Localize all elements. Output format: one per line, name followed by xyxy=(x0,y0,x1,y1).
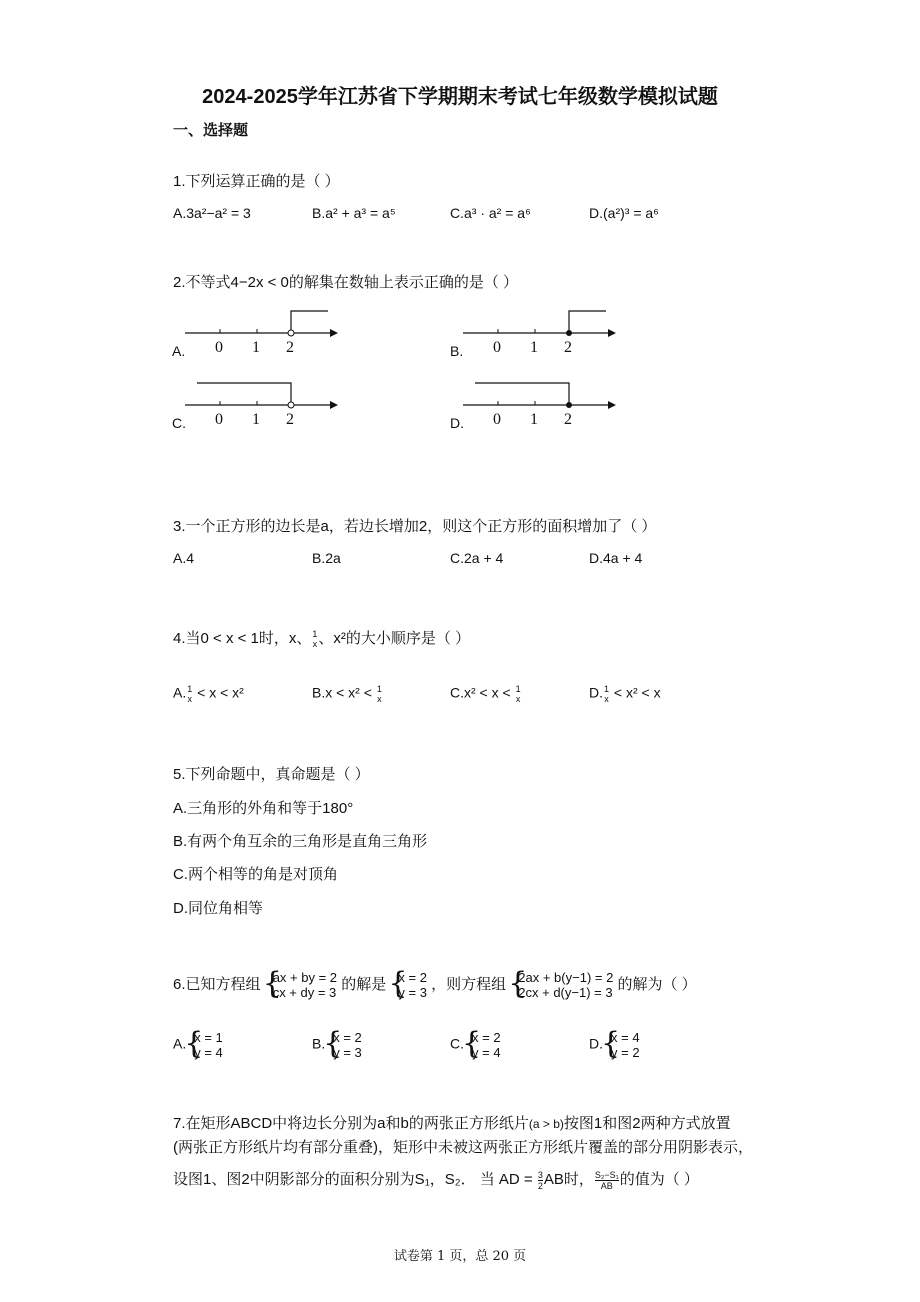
number-line-d xyxy=(450,383,616,431)
question-3-stem: 3.一个正方形的边长是a，若边长增加2，则这个正方形的面积增加了（ ） xyxy=(173,518,657,535)
page-title: 2024-2025学年江苏省下学期期末考试七年级数学模拟试题 xyxy=(202,86,718,108)
question-1-stem: 1.下列运算正确的是（ ） xyxy=(173,173,340,190)
tick-0: 0 xyxy=(493,339,501,356)
tick-1: 1 xyxy=(530,339,538,356)
tick-0: 0 xyxy=(215,339,223,356)
tick-1: 1 xyxy=(530,411,538,428)
q4-option-b: B.x < x² < 1 x xyxy=(312,684,382,704)
tick-2: 2 xyxy=(286,411,294,428)
q5-option-a: A.三角形的外角和等于180° xyxy=(173,800,354,817)
tick-0: 0 xyxy=(493,411,501,428)
question-7-line-1: 7.在矩形ABCD中将边长分别为a和b的两张正方形纸片(a > b)按图1和图2两种方式放置 xyxy=(173,1115,731,1132)
q4-option-d: D. 1 x < x² < x xyxy=(589,684,661,704)
q5-option-b: B.有两个角互余的三角形是直角三角形 xyxy=(173,833,428,850)
q1-option-c: C.a³ · a² = a⁶ xyxy=(450,205,531,221)
q2-label-d: D. xyxy=(450,415,464,431)
q6-option-c: C. { x = 2 y = 4 xyxy=(450,1030,501,1060)
q3-option-c: C.2a + 4 xyxy=(450,550,504,566)
q1-option-b: B.a² + a³ = a⁵ xyxy=(312,205,396,221)
tick-0: 0 xyxy=(215,411,223,428)
q3-option-a: A.4 xyxy=(173,550,195,566)
question-5-stem: 5.下列命题中，真命题是（ ） xyxy=(173,766,370,783)
section-heading: 一、选择题 xyxy=(173,122,249,139)
q3-option-d: D.4a + 4 xyxy=(589,550,643,566)
solid-point xyxy=(566,330,572,336)
tick-2: 2 xyxy=(286,339,294,356)
open-point xyxy=(288,402,294,408)
tick-1: 1 xyxy=(252,411,260,428)
question-7-line-2: (两张正方形纸片均有部分重叠)，矩形中未被这两张正方形纸片覆盖的部分用阴影表示， xyxy=(173,1139,753,1156)
tick-2: 2 xyxy=(564,411,572,428)
number-line-b xyxy=(450,311,616,359)
q4-option-a: A. 1 x < x < x² xyxy=(173,684,244,704)
q4-option-c: C.x² < x < 1 x xyxy=(450,684,521,704)
tick-1: 1 xyxy=(252,339,260,356)
page-footer: 试卷第 1 页，总 20 页 xyxy=(393,1249,527,1264)
open-point xyxy=(288,330,294,336)
fraction-1-over-x: 1 x xyxy=(312,629,318,650)
q5-option-c: C.两个相等的角是对顶角 xyxy=(173,866,339,883)
number-line-a xyxy=(172,311,338,359)
number-line-c xyxy=(172,383,338,431)
q1-option-a: A.3a²−a² = 3 xyxy=(173,205,251,221)
system-1: { ax + by = 2 cx + dy = 3 xyxy=(265,970,337,1000)
solution-1: { x = 2 y = 3 xyxy=(390,970,427,1000)
q2-label-c: C. xyxy=(172,415,186,431)
question-4-stem: 4.当0 < x < 1时，x、 1 x 、x²的大小顺序是（ ） xyxy=(173,629,471,650)
number-line-figures xyxy=(170,300,640,440)
q1-option-d: D.(a²)³ = a⁶ xyxy=(589,205,659,221)
q6-option-b: B. { x = 2 y = 3 xyxy=(312,1030,362,1060)
tick-2: 2 xyxy=(564,339,572,356)
question-6-stem: 6.已知方程组 { ax + by = 2 cx + dy = 3 的解是 { x = 2 y = 3 ，则方程组 { 2ax + b(y−1) = 2 2cx + d(y−1) = 3 的解为（ ） xyxy=(173,970,697,1000)
q2-label-b: B. xyxy=(450,343,464,359)
question-7-line-3: 设图1、图2中阴影部分的面积分别为S₁，S₂． 当 AD = $\frac{3}{2}$ AB时， $\frac{\text{S₂−S₁}}{AB}$ 的值为（ ） xyxy=(173,1169,699,1191)
system-2: { 2ax + b(y−1) = 2 2cx + d(y−1) = 3 xyxy=(510,970,613,1000)
question-2-stem: 2.不等式4−2x < 0的解集在数轴上表示正确的是（ ） xyxy=(173,274,519,291)
q6-option-a: A. { x = 1 y = 4 xyxy=(173,1030,223,1060)
solid-point xyxy=(566,402,572,408)
q3-option-b: B.2a xyxy=(312,550,341,566)
q5-option-d: D.同位角相等 xyxy=(173,900,264,917)
q2-label-a: A. xyxy=(172,343,186,359)
q6-option-d: D. { x = 4 y = 2 xyxy=(589,1030,640,1060)
